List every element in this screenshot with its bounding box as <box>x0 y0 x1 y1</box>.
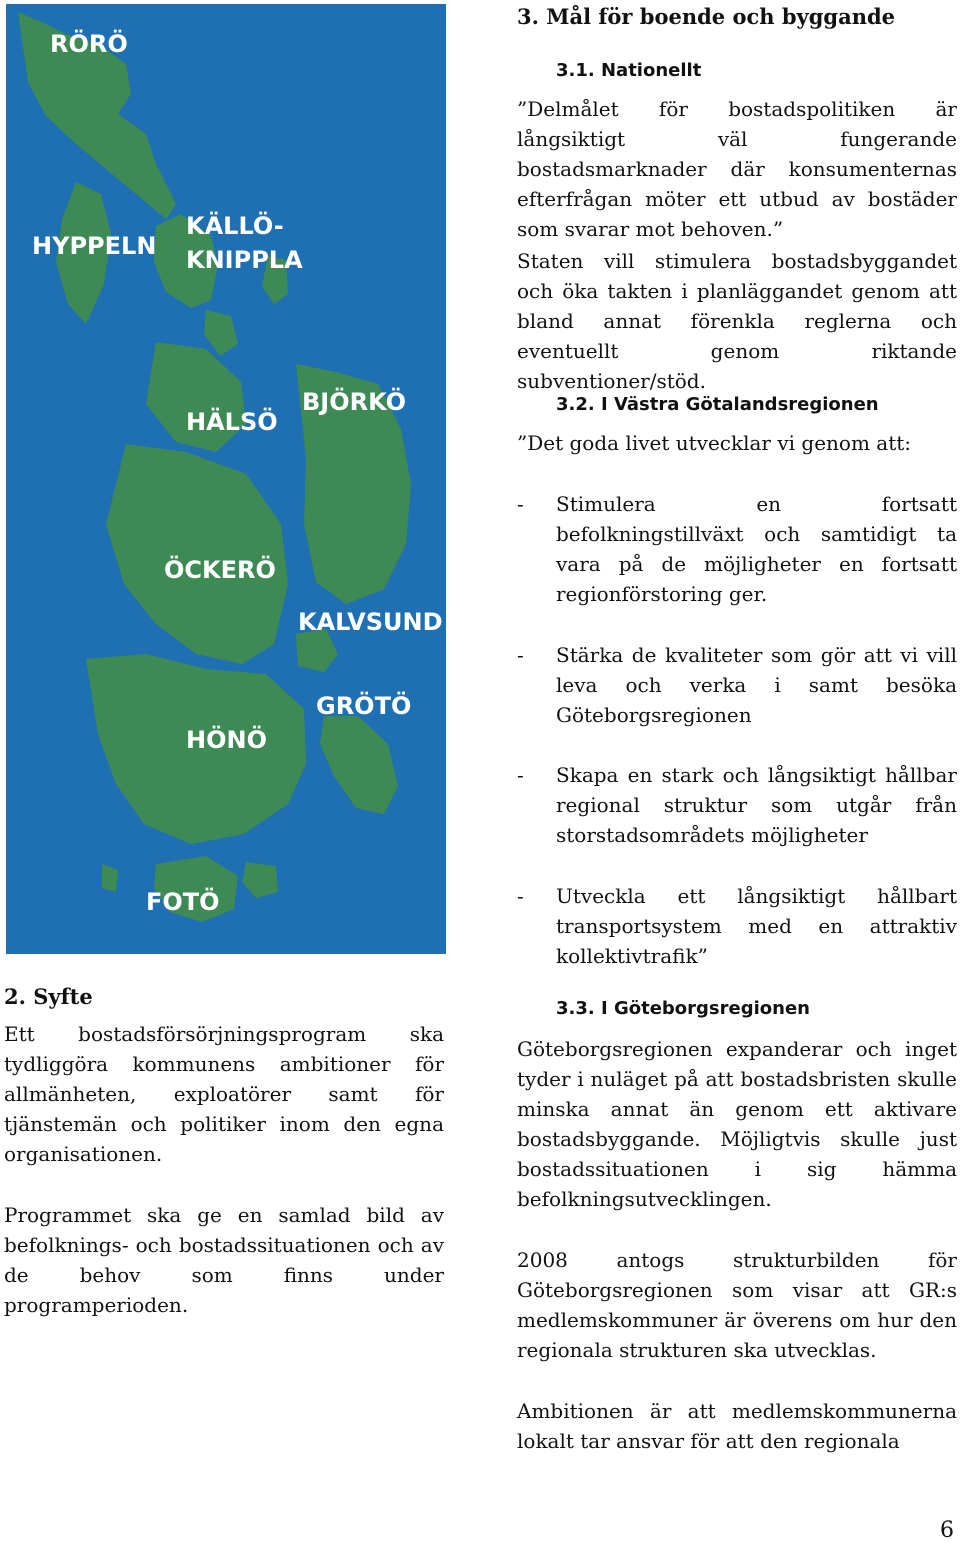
map-label-hono: HÖNÖ <box>186 726 267 754</box>
section-3-3-heading: 3.3. I Göteborgsregionen <box>556 998 810 1019</box>
bullet-dash: - <box>517 492 524 516</box>
section-2-heading: 2. Syfte <box>4 984 93 1009</box>
bullet-text: Stimulera en fortsatt befolkningstillväxt och samtidigt ta vara på de möjligheter en fortsatt regionförstoring ger. <box>556 492 957 606</box>
section-3-1-text: Staten vill stimulera bostadsbyggandet och öka takten i planläggandet genom att bland annat förenkla reglerna och eventuellt genom riktande subventioner/stöd. <box>517 249 957 393</box>
section-3-2-heading: 3.2. I Västra Götalandsregionen <box>556 394 879 415</box>
bullet-item <box>517 760 957 850</box>
bullet-item <box>517 881 957 971</box>
section-3-1-heading: 3.1. Nationellt <box>556 60 702 81</box>
archipelago-map <box>6 4 446 954</box>
bullet-dash: - <box>517 884 524 908</box>
bullet-item <box>517 640 957 730</box>
bullet-dash: - <box>517 643 524 667</box>
map-label-roro: RÖRÖ <box>50 30 128 58</box>
map-label-hyppeln: HYPPELN <box>32 232 157 260</box>
map-svg <box>6 4 446 954</box>
section-2-p1: Ett bostadsförsörjningsprogram ska tydliggöra kommunens ambitioner för allmänheten, exploatörer samt för tjänstemän och politiker inom den egna organisationen. <box>4 1022 444 1166</box>
section-3-3-p2: 2008 antogs strukturbilden för Göteborgsregionen som visar att GR:s medlemskommuner är överens om hur den regionala strukturen ska utvecklas. <box>517 1248 957 1362</box>
section-3-2-intro: ”Det goda livet utvecklar vi genom att: <box>517 431 912 455</box>
map-label-knippla: KNIPPLA <box>186 246 303 274</box>
bullet-dash: - <box>517 763 524 787</box>
section-2-p2: Programmet ska ge en samlad bild av befolknings- och bostadssituationen och av de behov som finns under programperioden. <box>4 1203 444 1317</box>
map-label-ockero: ÖCKERÖ <box>164 556 276 584</box>
section-3-3-p1: Göteborgsregionen expanderar och inget tyder i nuläget på att bostadsbristen skulle minska annat än genom ett aktivare bostadsbyggande. Möjligtvis skulle just bostadssituationen i sig hämma befolkningsutvecklingen. <box>517 1037 957 1211</box>
map-label-bjorko: BJÖRKÖ <box>302 388 407 416</box>
section-3-3-p3: Ambitionen är att medlemskommunerna lokalt tar ansvar för att den regionala <box>517 1399 957 1453</box>
map-label-groto: GRÖTÖ <box>316 692 412 720</box>
map-label-kalvsund: KALVSUND <box>298 608 443 636</box>
page-number: 6 <box>940 1518 954 1543</box>
map-label-kallo: KÄLLÖ- <box>186 212 284 240</box>
bullet-text: Stärka de kvaliteter som gör att vi vill leva och verka i samt besöka Göteborgsregionen <box>556 643 957 727</box>
section-3-1-quote: ”Delmålet för bostadspolitiken är långsiktigt väl fungerande bostadsmarknader där konsumenternas efterfrågan möter ett utbud av bostäder som svarar mot behoven.” <box>517 97 957 241</box>
bullet-text: Skapa en stark och långsiktigt hållbar regional struktur som utgår från storstadsområdets möjligheter <box>556 763 957 847</box>
bullet-item <box>517 489 957 609</box>
section-3-heading: 3. Mål för boende och byggande <box>517 4 896 29</box>
bullet-text: Utveckla ett långsiktigt hållbart transportsystem med en attraktiv kollektivtrafik” <box>556 884 957 968</box>
map-label-foto: FOTÖ <box>146 888 220 916</box>
map-label-halso: HÄLSÖ <box>186 408 278 436</box>
